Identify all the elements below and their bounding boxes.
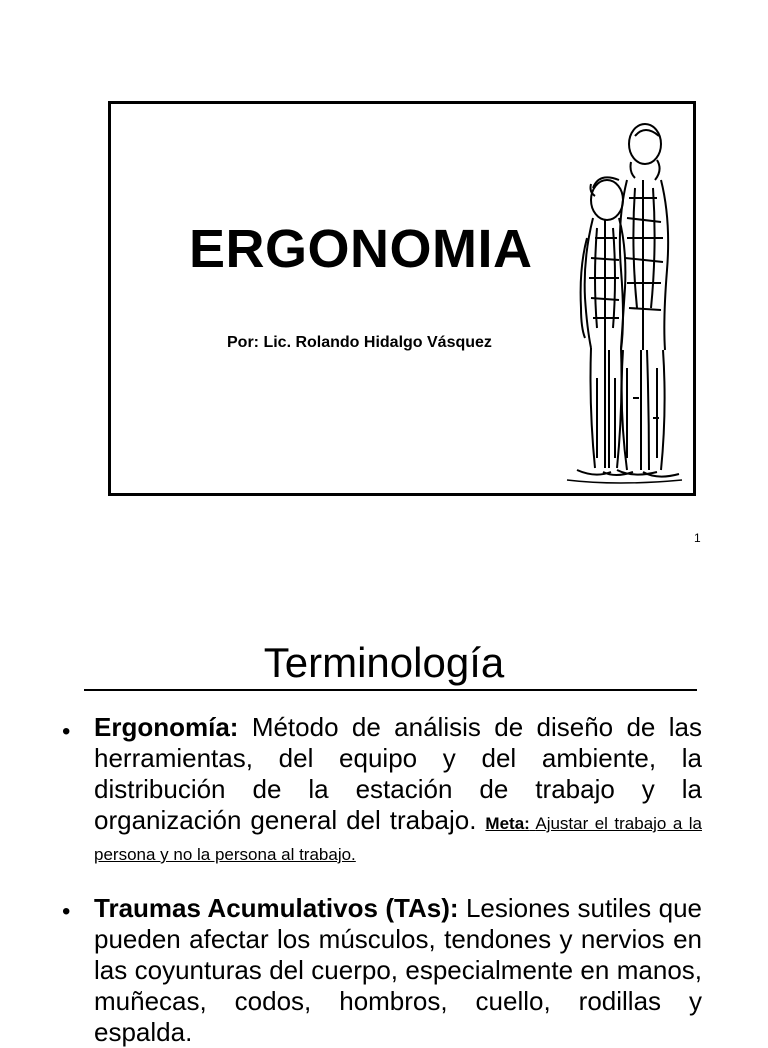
human-anatomy-figure-icon — [557, 118, 687, 490]
bullet-marker: • — [62, 718, 71, 745]
page-number: 1 — [694, 531, 701, 545]
term-label: Ergonomía: — [94, 712, 239, 742]
definition-text: Método de análisis de diseño de las herramientas, del equipo y del ambiente, la distribución de la estación de trabajo y la organización general del trabajo. — [94, 712, 702, 835]
definition-ergonomia — [94, 712, 702, 867]
terminology-heading: Terminología — [263, 639, 505, 686]
term-label: Traumas Acumulativos (TAs): — [94, 893, 459, 923]
definition-traumas — [94, 893, 702, 1048]
heading-divider — [84, 689, 697, 691]
title-slide — [108, 101, 696, 496]
goal-text: Ajustar el trabajo a la persona y no la persona al trabajo. — [94, 814, 702, 864]
author-line: Por: Lic. Rolando Hidalgo Vásquez — [227, 334, 492, 351]
bullet-marker: • — [62, 898, 71, 925]
slide-title: ERGONOMIA — [189, 219, 533, 279]
goal-label: Meta: — [485, 814, 530, 833]
definition-text: Lesiones sutiles que pueden afectar los músculos, tendones y nervios en las coyunturas del cuerpo, especialmente en manos, muñecas, codos, hombros, cuello, rodillas y espalda. — [94, 893, 702, 1047]
